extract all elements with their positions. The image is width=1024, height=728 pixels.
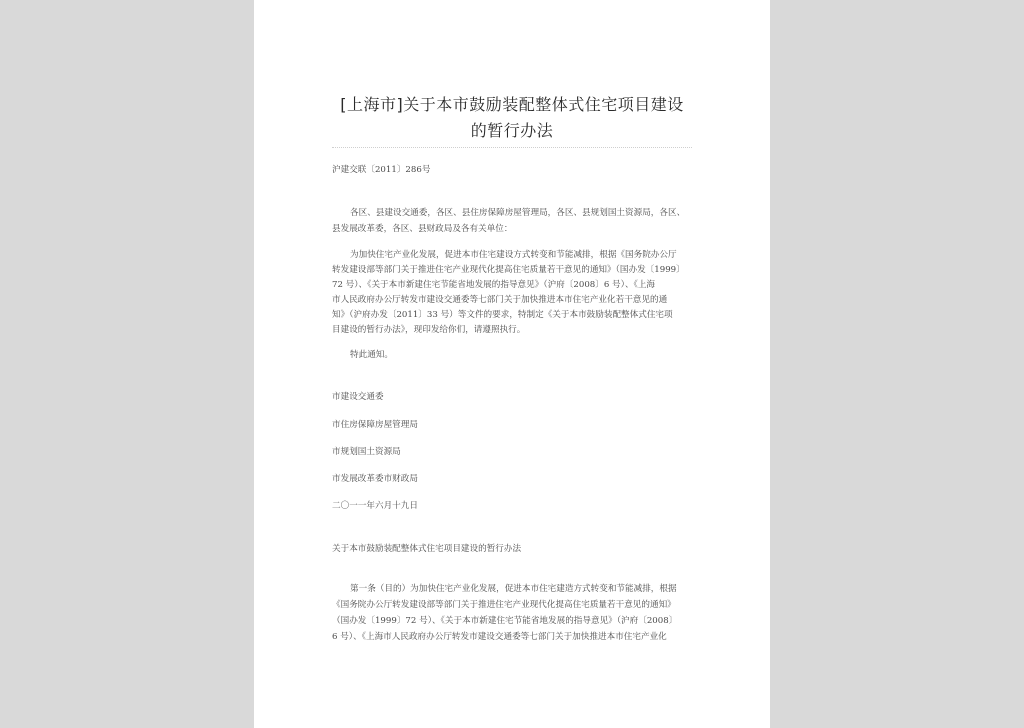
issuer-name: 市发展改革委市财政局 <box>332 474 418 484</box>
title-divider <box>332 147 692 148</box>
addressee-line: 县发展改革委，各区、县财政局及各有关单位： <box>332 224 513 234</box>
article-line: 《国务院办公厅转发建设部等部门关于推进住宅产业现代化提高住宅质量若干意见的通知》 <box>332 600 676 610</box>
document-title-line-1: [上海市]关于本市鼓励装配整体式住宅项目建设 <box>340 95 684 114</box>
issuer-name: 市住房保障房屋管理局 <box>332 420 418 430</box>
issuer-name: 市规划国土资源局 <box>332 447 401 457</box>
article-line: 第一条（目的）为加快住宅产业化发展，促进本市住宅建造方式转变和节能减排，根据 <box>350 584 677 594</box>
body-line: 知》（沪府办发〔2011〕33 号）等文件的要求，特制定《关于本市鼓励装配整体式住宅项 <box>332 310 673 320</box>
attachment-title: 关于本市鼓励装配整体式住宅项目建设的暂行办法 <box>332 544 522 554</box>
addressee-line: 各区、县建设交通委，各区、县住房保障房屋管理局，各区、县规划国土资源局，各区、 <box>350 208 686 218</box>
body-line: 为加快住宅产业化发展，促进本市住宅建设方式转变和节能减排，根据《国务院办公厅 <box>350 250 677 260</box>
body-line: 目建设的暂行办法》，现印发给你们，请遵照执行。 <box>332 325 526 335</box>
notice-text: 特此通知。 <box>350 350 393 360</box>
issue-date: 二〇一一年六月十九日 <box>332 501 418 511</box>
body-line: 市人民政府办公厅转发市建设交通委等七部门关于加快推进本市住宅产业化若干意见的通 <box>332 295 668 305</box>
article-line: （国办发〔1999〕72 号）、《关于本市新建住宅节能省地发展的指导意见》（沪府〔2008〕 <box>332 616 678 626</box>
article-line: 6 号）、《上海市人民政府办公厅转发市建设交通委等七部门关于加快推进本市住宅产业化 <box>332 632 667 642</box>
document-title-line-2: 的暂行办法 <box>470 121 554 140</box>
document-page <box>254 0 770 728</box>
body-line: 72 号）、《关于本市新建住宅节能省地发展的指导意见》（沪府〔2008〕6 号）、《上海 <box>332 280 656 290</box>
body-line: 转发建设部等部门关于推进住宅产业现代化提高住宅质量若干意见的通知》（国办发〔1999〕 <box>332 265 685 275</box>
issuer-name: 市建设交通委 <box>332 392 384 402</box>
document-number: 沪建交联〔2011〕286号 <box>332 165 431 175</box>
